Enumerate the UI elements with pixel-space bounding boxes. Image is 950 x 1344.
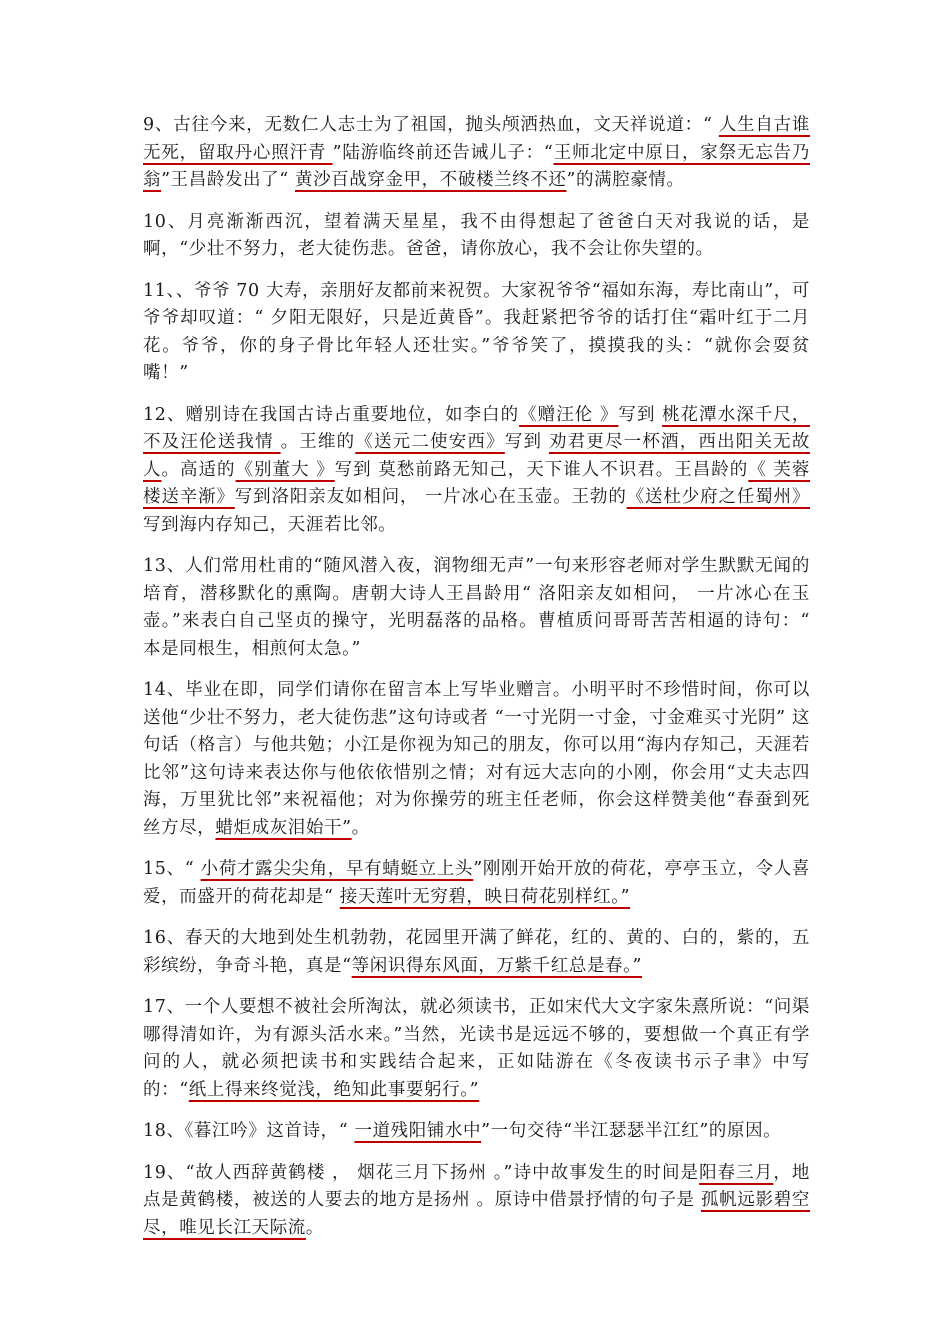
text-segment: 9、古往今来，无数仁人志士为了祖国，抛头颅洒热血，文天祥说道：“ [143, 115, 719, 135]
text-segment: 写到海内存知己，天涯若比邻。 [143, 514, 397, 535]
answer-underline: 劝君更尽一杯酒，西出阳关无故人 [143, 432, 810, 480]
text-segment: 。王维的 [280, 432, 356, 452]
text-segment: 写到 [618, 404, 663, 425]
text-segment: 18、《暮江吟》这首诗，“ [143, 1121, 355, 1141]
answer-underline: 《送杜少府之任蜀州》 [626, 487, 811, 507]
answer-underline: 孤帆远影碧空尽，唯见长江天际流 [143, 1190, 810, 1238]
answer-underline: 一道残阳铺水中 [354, 1121, 482, 1141]
answer-underline: 纸上得来终觉浅，绝知此事要躬行。” [188, 1079, 480, 1100]
question-16 [143, 925, 810, 980]
question-11 [143, 278, 810, 388]
question-9 [143, 112, 810, 195]
text-segment: ”王昌龄发出了“ [161, 170, 295, 190]
text-segment: 11、、爷爷 70 大寿，亲朋好友都前来祝贺。大家祝爷爷“福如东海，寿比南山”，可爷爷却叹道：“ 夕阳无限好，只是近黄昏”。我赶紧把爷爷的话打住“霜叶红于二月花。爷爷，你的身子骨比年轻人还壮实。”爷爷笑了，摸摸我的头：“就你会耍贫嘴！” [143, 280, 810, 383]
text-segment: 写到 莫愁前路无知己，天下谁人不识君。王昌龄的 [334, 459, 749, 480]
answer-underline: 王师北定中原日，家祭无忘告乃翁 [143, 142, 810, 190]
text-segment: 写到 [504, 432, 549, 452]
text-segment: 19、“故人西辞黄鹤楼 ， 烟花三月下扬州 。”诗中故事发生的时间是 [143, 1162, 700, 1183]
answer-underline: 桃花潭水深千尺，不及汪伦送我情 [143, 404, 810, 452]
answer-underline: 《赠汪伦 》 [519, 404, 619, 425]
text-segment: 14、毕业在即，同学们请你在留言本上写毕业赠言。小明平时不珍惜时间，你可以送他“少壮不努力，老大徒伤悲”这句诗或者 “一寸光阴一寸金，寸金难买寸光阴” 这句话（格言）与他共勉；小江是你视为知己的朋友，你可以用“海内存知己，天涯若比邻”这句诗来表达你与他依依惜别之情；对有远大志向的小刚，你会用“丈夫志四海，万里犹比邻”来祝福他；对为你操劳的班主任老师，你会这样赞美他“春蚕到死丝方尽， [143, 680, 810, 838]
text-segment: 12、赠别诗在我国古诗占重要地位，如李白的 [143, 404, 520, 425]
text-segment: ，地点是黄鹤楼，被送的人要去的地方是扬州 。原诗中借景抒情的句子是 [143, 1162, 811, 1210]
text-segment: 。 [305, 1217, 325, 1238]
question-14 [143, 677, 810, 842]
question-19 [143, 1160, 810, 1243]
question-18 [143, 1118, 810, 1146]
text-segment: 。 [351, 817, 370, 838]
text-segment: ”一句交待“半江瑟瑟半江红”的原因。 [481, 1121, 782, 1141]
text-segment: 写到洛阳亲友如相问， 一片冰心在玉壶。王勃的 [234, 487, 627, 507]
text-segment: 13、人们常用杜甫的“随风潜入夜，润物细无声”一句来形容老师对学生默默无闻的培育，潜移默化的熏陶。唐朝大诗人王昌龄用“ 洛阳亲友如相问， 一片冰心在玉壶。”来表白自己坚贞的操守，光明磊落的品格。曹植质问哥哥苦苦相逼的诗句：“ 本是同根生，相煎何太急。” [143, 556, 810, 659]
text-segment: 17、一个人要想不被社会所淘汰，就必须读书，正如宋代大文字家朱熹所说：“问渠哪得清如许，为有源头活水来。”当然，光读书是远远不够的，要想做一个真正有学问的人，就必须把读书和实践结合起来，正如陆游在《冬夜读书示子聿》中写的：“ [143, 997, 810, 1100]
text-segment: 16、春天的大地到处生机勃勃，花园里开满了鲜花，红的、黄的、白的，紫的，五彩缤纷，争奇斗艳，真是“ [143, 928, 810, 976]
question-15 [143, 856, 810, 911]
text-segment: ”陆游临终前还告诫儿子：“ [332, 142, 554, 163]
answer-underline: 黄沙百战穿金甲，不破楼兰终不还 [294, 170, 567, 190]
answer-underline: 《别董大 》 [235, 459, 335, 480]
answer-underline: 人生自古谁无死，留取丹心照汗青 [143, 115, 810, 163]
text-segment: ”刚刚开始开放的荷花，亭亭玉立，令人喜爱，而盛开的荷花却是“ [143, 859, 810, 907]
text-segment: ”的满腔豪情。 [566, 170, 685, 190]
text-segment: 15、“ [143, 859, 201, 879]
answer-underline: 《 芙蓉楼送辛渐》 [143, 459, 810, 507]
question-12 [143, 402, 810, 540]
text-segment: 。高适的 [161, 459, 236, 480]
text-segment: 10、月亮渐渐西沉，望着满天星星，我不由得想起了爸爸白天对我说的话，是啊，“少壮不努力，老大徒伤悲。爸爸，请你放心，我不会让你失望的。 [143, 211, 810, 259]
answer-underline: 蜡炬成灰泪始干” [215, 817, 352, 838]
answer-underline: 阳春三月 [699, 1162, 774, 1183]
answer-underline: 接天莲叶无穷碧，映日荷花别样红。” [339, 886, 631, 907]
answer-underline: 小荷才露尖尖角，早有蜻蜓立上头 [200, 859, 474, 879]
question-13 [143, 553, 810, 663]
answer-underline: 《送元二使安西》 [355, 432, 505, 452]
answer-underline: 等闲识得东风面，万紫千红总是春。” [351, 955, 643, 976]
question-10 [143, 209, 810, 264]
question-17 [143, 994, 810, 1104]
